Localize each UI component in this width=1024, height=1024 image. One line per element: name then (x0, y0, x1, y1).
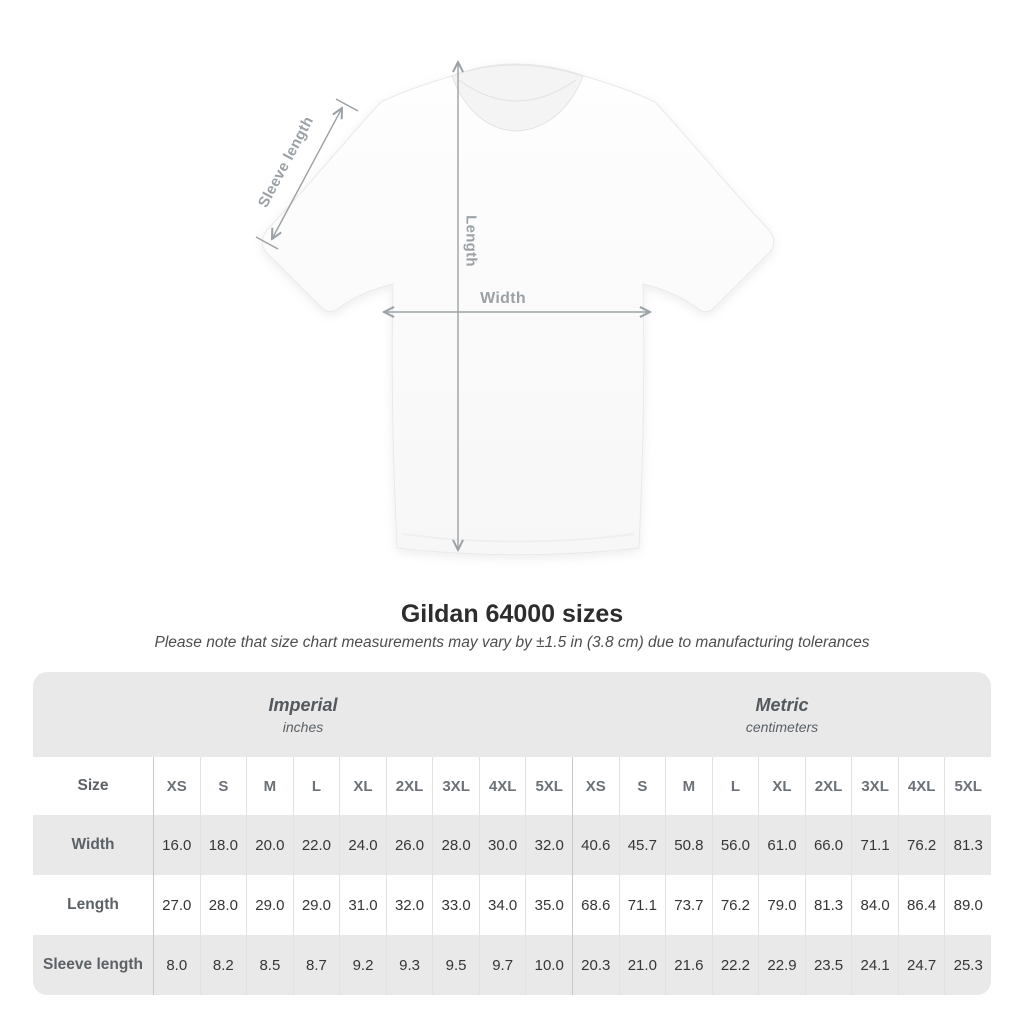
size-value-cell: 10.0 (525, 935, 572, 995)
size-value-cell: 28.0 (432, 815, 479, 875)
size-value-cell: 81.3 (805, 875, 852, 935)
size-value-cell: 21.0 (619, 935, 666, 995)
size-column-header: 5XL (525, 757, 572, 815)
unit-group-header-band (33, 672, 991, 757)
size-value-cell: 24.7 (898, 935, 945, 995)
size-value-cell: 34.0 (479, 875, 526, 935)
metric-group-header (573, 672, 991, 757)
size-value-cell: 29.0 (293, 875, 340, 935)
row-label: Sleeve length (33, 935, 153, 995)
size-value-cell: 8.7 (293, 935, 340, 995)
size-value-cell: 71.1 (619, 875, 666, 935)
width-label: Width (480, 290, 526, 307)
row-label: Width (33, 815, 153, 875)
size-value-cell: 61.0 (758, 815, 805, 875)
size-value-cell: 20.0 (246, 815, 293, 875)
size-value-cell: 32.0 (386, 875, 433, 935)
sleeve-length-label: Sleeve length (254, 113, 318, 211)
size-value-cell: 9.5 (432, 935, 479, 995)
size-grid (33, 757, 991, 995)
size-value-cell: 66.0 (805, 815, 852, 875)
size-value-cell: 8.5 (246, 935, 293, 995)
size-value-cell: 22.9 (758, 935, 805, 995)
size-value-cell: 9.2 (339, 935, 386, 995)
size-value-cell: 24.0 (339, 815, 386, 875)
size-value-cell: 25.3 (944, 935, 991, 995)
size-value-cell: 29.0 (246, 875, 293, 935)
size-value-cell: 30.0 (479, 815, 526, 875)
row-label: Length (33, 875, 153, 935)
size-column-header: L (712, 757, 759, 815)
size-column-header: 3XL (432, 757, 479, 815)
size-value-cell: 86.4 (898, 875, 945, 935)
size-value-cell: 68.6 (572, 875, 619, 935)
size-column-header: L (293, 757, 340, 815)
imperial-unit: inches (282, 718, 324, 735)
size-column-header: S (200, 757, 247, 815)
size-value-cell: 9.3 (386, 935, 433, 995)
size-column-header: 4XL (898, 757, 945, 815)
size-value-cell: 71.1 (851, 815, 898, 875)
size-column-header: M (665, 757, 712, 815)
metric-unit: centimeters (745, 718, 819, 735)
size-value-cell: 33.0 (432, 875, 479, 935)
size-value-cell: 24.1 (851, 935, 898, 995)
size-value-cell: 27.0 (153, 875, 200, 935)
size-value-cell: 32.0 (525, 815, 572, 875)
size-value-cell: 31.0 (339, 875, 386, 935)
size-table (33, 672, 991, 995)
size-value-cell: 22.2 (712, 935, 759, 995)
size-value-cell: 84.0 (851, 875, 898, 935)
size-value-cell: 89.0 (944, 875, 991, 935)
size-value-cell: 23.5 (805, 935, 852, 995)
size-corner-header: Size (33, 757, 153, 815)
size-column-header: 2XL (386, 757, 433, 815)
size-value-cell: 8.0 (153, 935, 200, 995)
size-value-cell: 76.2 (898, 815, 945, 875)
size-column-header: XL (758, 757, 805, 815)
imperial-group-header (33, 672, 573, 757)
size-column-header: S (619, 757, 666, 815)
size-value-cell: 20.3 (572, 935, 619, 995)
size-value-cell: 26.0 (386, 815, 433, 875)
size-value-cell: 50.8 (665, 815, 712, 875)
size-value-cell: 16.0 (153, 815, 200, 875)
size-column-header: XS (572, 757, 619, 815)
size-column-header: 5XL (944, 757, 991, 815)
size-value-cell: 21.6 (665, 935, 712, 995)
size-value-cell: 73.7 (665, 875, 712, 935)
size-value-cell: 79.0 (758, 875, 805, 935)
metric-title: Metric (755, 694, 809, 715)
size-value-cell: 22.0 (293, 815, 340, 875)
size-column-header: 2XL (805, 757, 852, 815)
page-title: Gildan 64000 sizes (400, 600, 624, 628)
size-value-cell: 45.7 (619, 815, 666, 875)
size-column-header: 3XL (851, 757, 898, 815)
tshirt-shape (262, 64, 773, 555)
size-column-header: XL (339, 757, 386, 815)
size-column-header: M (246, 757, 293, 815)
size-value-cell: 9.7 (479, 935, 526, 995)
size-value-cell: 76.2 (712, 875, 759, 935)
size-column-header: XS (153, 757, 200, 815)
size-value-cell: 56.0 (712, 815, 759, 875)
size-value-cell: 28.0 (200, 875, 247, 935)
length-label: Length (462, 215, 480, 267)
tolerance-note: Please note that size chart measurements may vary by ±1.5 in (3.8 cm) due to manufacturing tolerances (154, 634, 870, 651)
size-value-cell: 18.0 (200, 815, 247, 875)
imperial-title: Imperial (268, 694, 338, 715)
size-value-cell: 40.6 (572, 815, 619, 875)
size-value-cell: 35.0 (525, 875, 572, 935)
size-value-cell: 81.3 (944, 815, 991, 875)
size-column-header: 4XL (479, 757, 526, 815)
size-value-cell: 8.2 (200, 935, 247, 995)
